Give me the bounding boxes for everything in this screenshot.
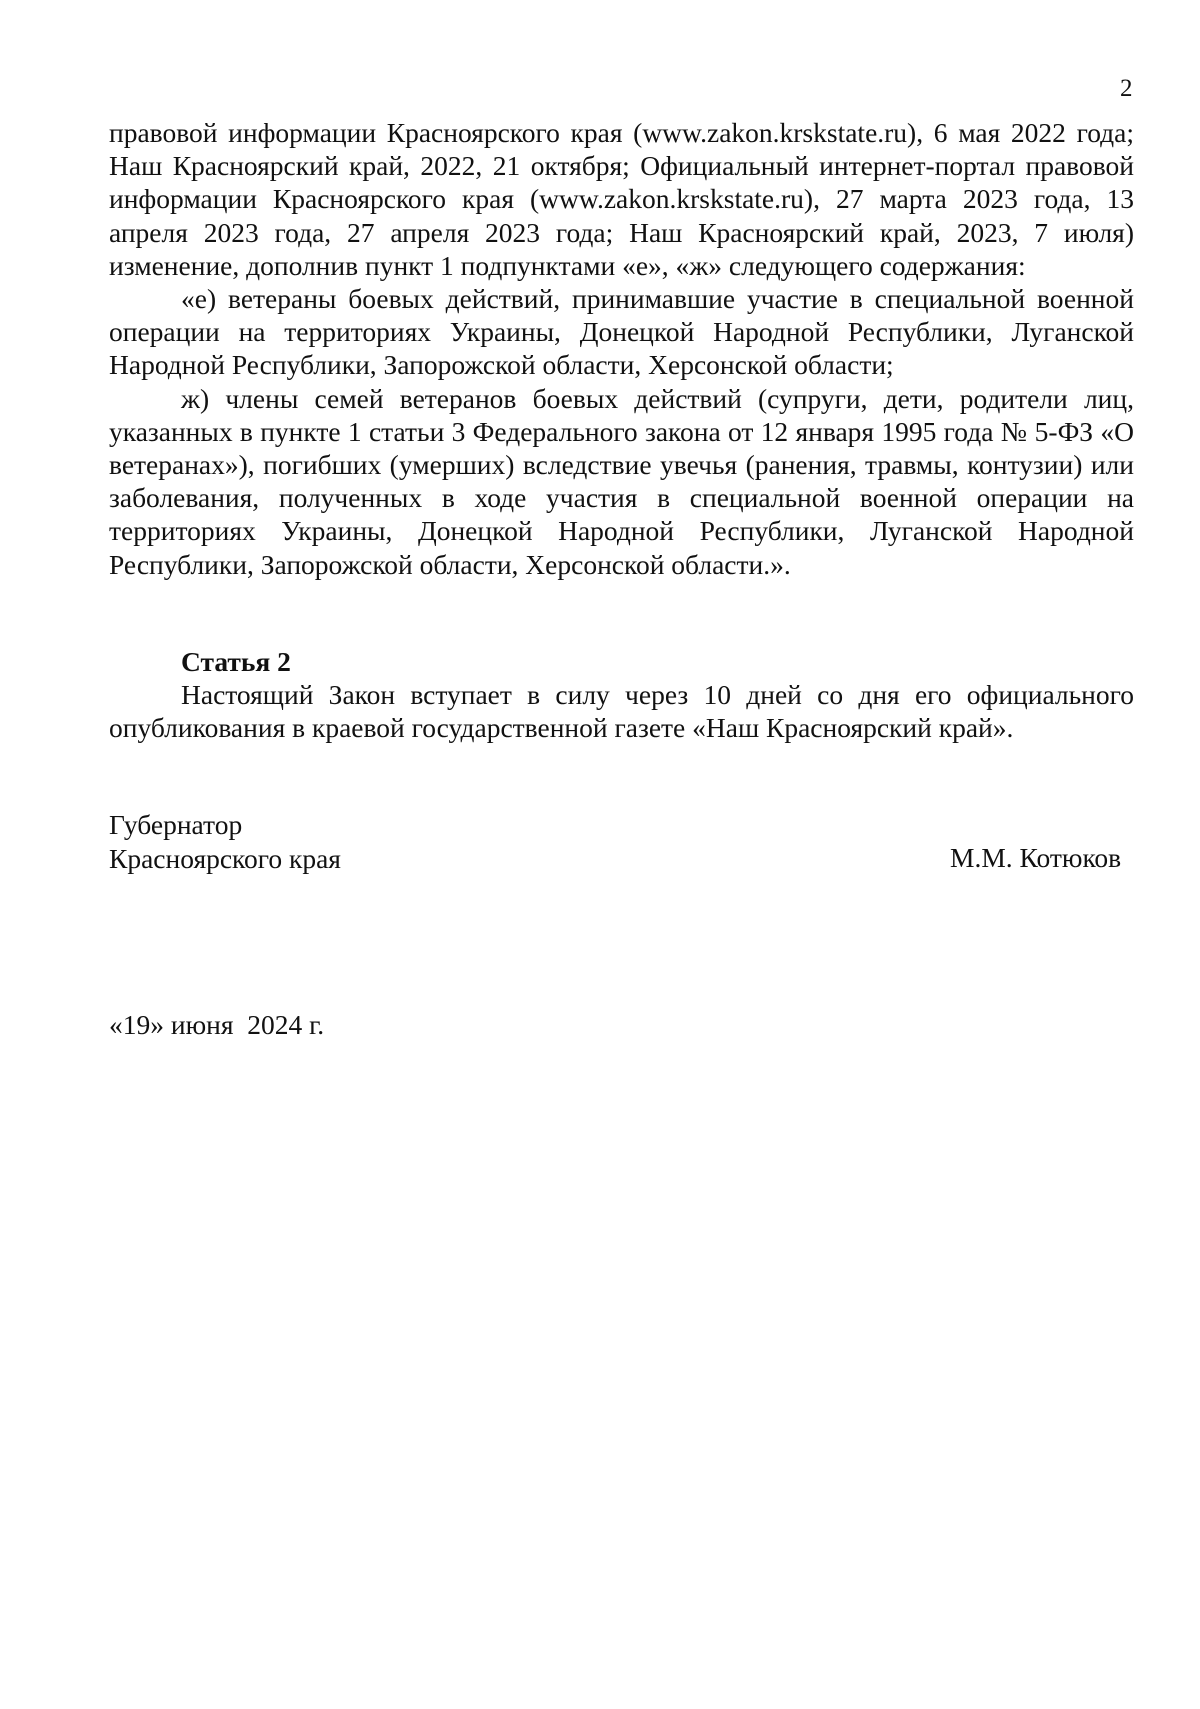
document-body <box>109 116 1134 581</box>
intro-paragraph: правовой информации Красноярского края (www.zakon.krskstate.ru), 6 мая 2022 года; Наш Красноярский край, 2022, 21 октября; Официальный интернет-портал правовой информации Красноярского края (www.zakon.krskstate.ru), 27 марта 2023 года, 13 апреля 2023 года, 27 апреля 2023 года; Наш Красноярский край, 2023, 7 июля) изменение, дополнив пункт 1 подпунктами «е», «ж» следующего содержания: <box>109 117 1134 281</box>
signatory-title <box>109 808 341 875</box>
signatory-title-line-1: Губернатор <box>109 809 243 840</box>
signing-date: «19» июня 2024 г. <box>109 1009 325 1040</box>
signatory-name: М.М. Котюков <box>950 842 1122 873</box>
item-e-paragraph: «е) ветераны боевых действий, принимавшие участие в специальной военной операции на территориях Украины, Донецкой Народной Республики, Луганской Народной Республики, Запорожской области, Херсонской области; <box>109 283 1134 381</box>
article-2-text: Настоящий Закон вступает в силу через 10 дней со дня его официального опубликования в краевой государственной газете «Наш Красноярский край». <box>109 679 1134 744</box>
article-2-heading: Статья 2 <box>181 646 291 677</box>
signatory-title-line-2: Красноярского края <box>109 842 341 874</box>
item-zh-paragraph: ж) члены семей ветеранов боевых действий (супруги, дети, родители лиц, указанных в пункте 1 статьи 3 Федерального закона от 12 января 1995 года № 5-ФЗ «О ветеранах»), погибших (умерших) вследствие увечья (ранения, травмы, контузии) или заболевания, полученных в ходе участия в специальной военной операции на территориях Украины, Донецкой Народной Республики, Луганской Народной Республики, Запорожской области, Херсонской области.». <box>109 382 1134 580</box>
page-number: 2 <box>1120 75 1133 102</box>
